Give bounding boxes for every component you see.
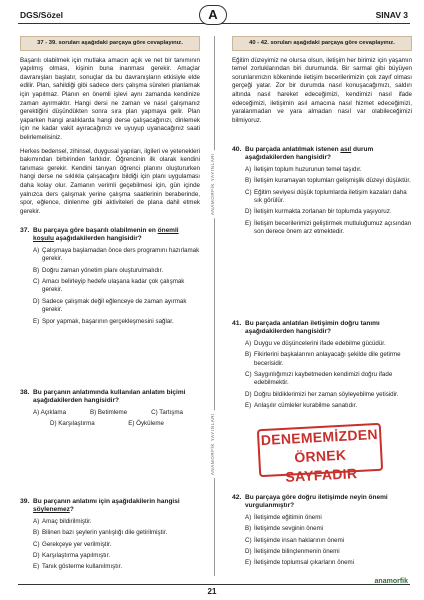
- option-a[interactable]: A) İletişim toplum huzurunun temel taşıdır.: [245, 165, 362, 173]
- option-e[interactable]: E) Anlaşılır cümleler kurabilme sanatıdır.: [245, 402, 358, 410]
- question-40: [232, 146, 412, 240]
- option-d[interactable]: D) İletişimde bilinçlenmenin önemi: [245, 548, 340, 556]
- left-passage-p2: Herkes bedensel, zihinsel, duygusal yapıları, ilgileri ve yetenekleri bakımından birbirinden farklıdır. Öğrencinin ilk olarak kendini tanıması gerekir. Kendini tanıyan öğrenci planını oluştururken hangi derse ne sıklıkla çalışacağını bildiği için planı uygulaması daha kolay olur. Zamanın verimli geçebilmesi için, gün içinde yalnızca ders çalışmak yerine çalışma saatlerinin beraberinde, spor, eğlence, dinlenme gibi aktiviteleri de plana dahil etmek gerekir.: [20, 147, 200, 215]
- option-e[interactable]: E) İletişimde toplumsal çıkarların önemi: [245, 559, 355, 567]
- question-text: Bu parçanın anlatımında kullanılan anlatım biçimi aşağıdakilerden hangisidir?: [33, 389, 186, 405]
- option-b[interactable]: B) Doğru zaman yönetim planı oluşturulmalıdır.: [33, 266, 164, 274]
- question-text: Bu parçaya göre başarılı olabilmenin en önemli koşulu aşağıdakilerden hangisidir?: [33, 227, 179, 243]
- page-header: [0, 0, 424, 30]
- option-a[interactable]: A) Çalışmaya başlamadan önce ders programını hazırlamak gerekir.: [33, 246, 200, 263]
- option-d[interactable]: D) Karşılaştırma: [50, 420, 95, 428]
- option-b[interactable]: B) Betimleme: [90, 408, 128, 416]
- publisher-vertical-text-top: ANAMORFİK YAYINLARI: [210, 150, 218, 218]
- question-37: [20, 227, 200, 329]
- right-section-instruction: 40 - 42. soruları aşağıdaki parçaya göre cevaplayınız.: [232, 36, 412, 51]
- publisher-vertical-text-bottom: ANAMORFİK YAYINLARI: [210, 410, 218, 478]
- left-section-instruction: 37 - 39. soruları aşağıdaki parçaya göre cevaplayınız.: [20, 36, 200, 51]
- question-number: 40.: [232, 146, 242, 153]
- option-b[interactable]: B) Bilinen bazı şeylerin yanlışlığı dile getirilmiştir.: [33, 529, 168, 537]
- option-b[interactable]: B) Fikirlerini başkalarının anlayacağı şekilde dile getirme becerisidir.: [245, 351, 401, 367]
- option-c[interactable]: C) Eğitim seviyesi düşük toplumlarda iletişim kazaları daha sık görülür.: [245, 188, 407, 205]
- option-e[interactable]: E) İletişim becerilerimizi geliştirmek mutluluğumuz açısından son derece önem arz etmektedir.: [245, 219, 412, 236]
- question-number: 37.: [20, 227, 30, 234]
- booklet-badge: A: [199, 5, 227, 25]
- question-text: Bu parçada anlatılmak istenen asıl durum aşağıdakilerden hangisidir?: [245, 146, 374, 162]
- stamp-line-2: ÖRNEK SAYFADIR: [284, 446, 358, 485]
- stamp-line-1: DENEMEMİZDEN: [260, 425, 379, 449]
- left-column: [20, 36, 200, 221]
- question-text: Bu parçaya göre doğru iletişimde neyin önemi vurgulanmıştır?: [245, 494, 388, 510]
- option-c[interactable]: C) Tartışma: [151, 408, 183, 416]
- option-a[interactable]: A) Açıklama: [33, 408, 67, 416]
- option-c[interactable]: C) Amacı belirleyip hedefe ulaşana kadar çok çalışmak gerekir.: [33, 278, 185, 294]
- question-number: 39.: [20, 498, 30, 505]
- left-passage-p1: Başarılı olabilmek için mutlaka amacın açık ve net bir tanımının yapılmış olması, kişinin buna inanması gerekir. Amaçlar davranışları başlatır, sonuçlar da bu davranışların etkisiyle elde edilir. Plan, sahildiği gibi sadece ders çalışma süreleri planlamak için yapılmaz. Planın en önemli işlevi aynı zamanda kendinize zaman ayırmaktır. Hangi dersi ne zaman ve nasıl çalışmanız gerektiğini düşündükten sonra sıra plan yapmaya gelir. Plan yaparken hangi aralıklarda hangi derse çalışacağınızı, dinlemek için ne kadar vakit ayıracağınızı ve uyuyup uyanacağınız saati belirlemelisiniz.: [20, 56, 200, 141]
- option-a[interactable]: A) Duygu ve düşüncelerini ifade edebilme gücüdür.: [245, 339, 386, 347]
- question-number: 38.: [20, 389, 30, 396]
- column-separator: [214, 36, 215, 576]
- exam-type: DGS/Sözel: [20, 10, 63, 20]
- option-b[interactable]: B) İletişim kuramayan toplumları gelişmişlik düzeyi düşüktür.: [245, 177, 411, 185]
- option-d[interactable]: D) Sadece çalışmak değil eğlenceye de zaman ayırmak gerekir.: [33, 297, 187, 314]
- sample-page-stamp: [257, 423, 383, 485]
- option-e[interactable]: E) Öyküleme: [128, 420, 164, 428]
- question-number: 41.: [232, 320, 242, 327]
- page-number: 21: [207, 587, 217, 596]
- option-c[interactable]: C) Saygınlığımızı kaybetmeden kendimizi doğru ifade edebilmektir.: [245, 371, 393, 387]
- right-column: [232, 36, 412, 130]
- option-e[interactable]: E) Spor yapmak, başarının gerçekleşmesini sağlar.: [33, 317, 174, 325]
- right-passage-p1: Eğitim düzeyimiz ne olursa olsun, iletişim her birimiz için yaşamın temel zorluklarından biri durumunda. Bir sarmal gibi büyüyen sorunlarımızın kökeninde iletişim becerilerimizin çok zayıf olması gerçeği yatar. Zor bir durumda nasıl konuşacağımızı, saldırı altında nasıl hareket edeceğimizi, kendimizi nasıl ifade edeceğimizi, iletişimin asıl amacına nasıl hizmet edeceğimizi, yaralanmadan ve yara almadan nasıl var olabileceğimizi bilmiyoruz.: [232, 56, 412, 124]
- option-e[interactable]: E) Tanık gösterme kullanılmıştır.: [33, 563, 123, 571]
- option-d[interactable]: D) İletişim kurmakta zorlanan bir toplumda yaşıyoruz.: [245, 208, 392, 216]
- option-d[interactable]: D) Doğru bildiklerimizi her zaman söyleyebilme yetisidir.: [245, 390, 399, 398]
- question-38: [20, 389, 200, 429]
- question-number: 42.: [232, 494, 242, 501]
- option-a[interactable]: A) İletişimde eğitimin önemi: [245, 513, 322, 521]
- question-41: [232, 320, 412, 414]
- question-42: [232, 494, 412, 571]
- question-39: [20, 498, 200, 575]
- question-text: Bu parçanın anlatımı için aşağıdakilerin hangisi söylenemez?: [33, 498, 180, 514]
- exam-number: SINAV 3: [375, 10, 408, 20]
- option-b[interactable]: B) İletişimde sevginin önemi: [245, 525, 324, 533]
- footer-rule: [18, 584, 410, 585]
- option-d[interactable]: D) Karşılaştırma yapılmıştır.: [33, 552, 111, 560]
- publisher-logo: anamorfik: [374, 578, 408, 585]
- option-c[interactable]: C) Gerekçeye yer verilmiştir.: [33, 540, 112, 548]
- option-a[interactable]: A) Amaç bildirilmiştir.: [33, 517, 92, 525]
- question-text: Bu parçada anlatılan iletişimin doğru tanımı aşağıdakilerden hangisidir?: [245, 320, 380, 336]
- option-c[interactable]: C) İletişimde insan haklarının önemi: [245, 536, 345, 544]
